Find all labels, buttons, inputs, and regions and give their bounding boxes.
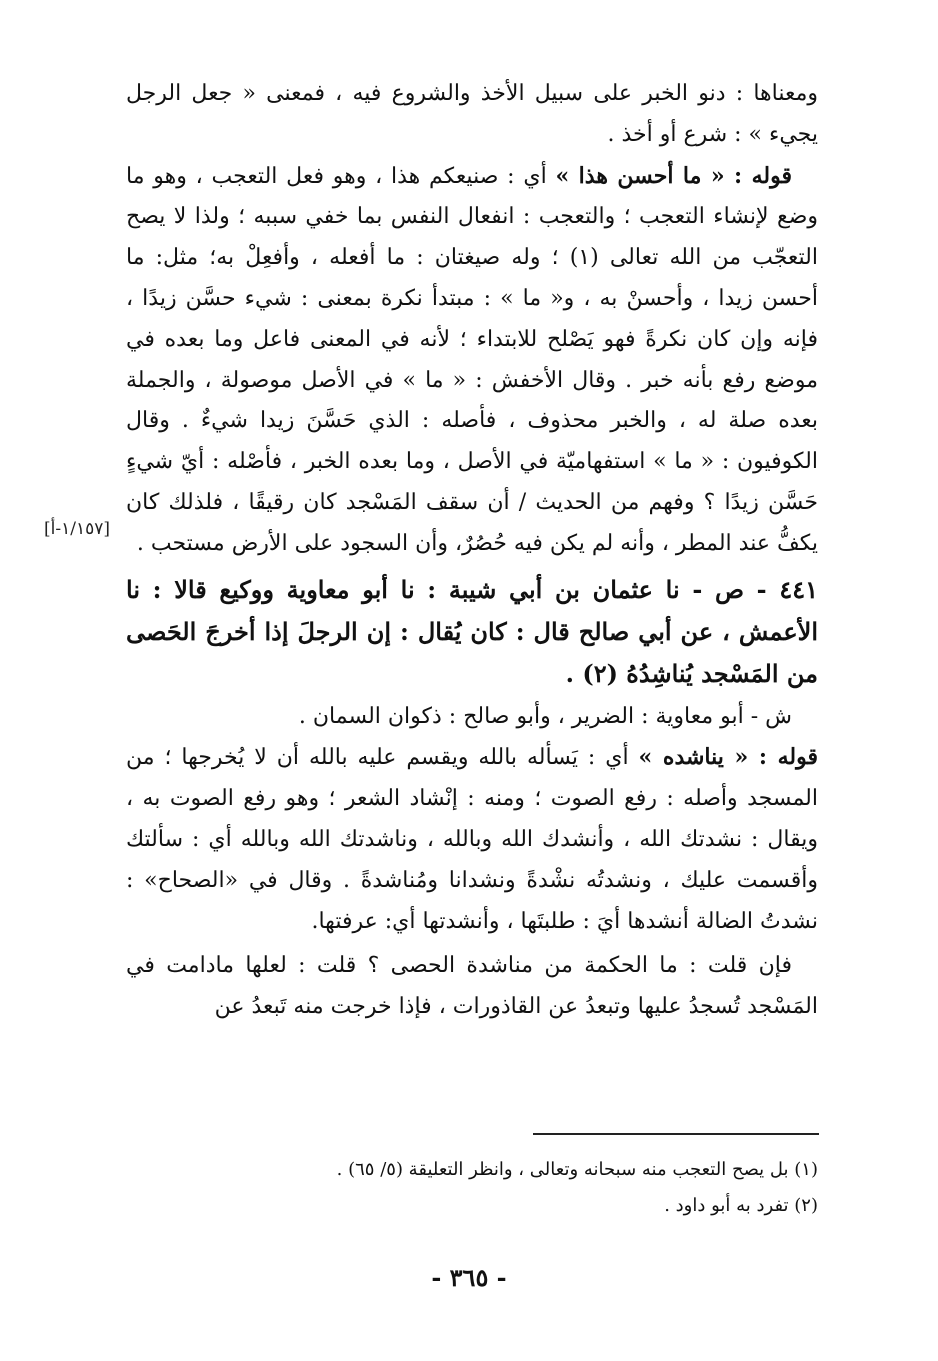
paragraph-5: فإن قلت : ما الحكمة من مناشدة الحصى ؟ قلت : لعلها مادامت في المَسْجد تُسجدُ عليها وتبعدُ عن القاذورات ، فإذا خرجت منه تَبعدُ عن bbox=[126, 953, 818, 1020]
paragraph-2-lead: قوله : « ما أحسن هذا » bbox=[555, 162, 792, 189]
hadith-441: ٤٤١ - ص - نا عثمان بن أبي شيبة : نا أبو معاوية ووكيع قالا : نا الأعمش ، عن أبي صالح قال : كان يُقال : إن الرجلَ إذا أخرجَ الحَصى من المَسْجد يُناشِدُهُ (٢) . bbox=[126, 574, 818, 688]
paragraph-2 bbox=[126, 156, 818, 565]
main-text bbox=[126, 74, 818, 1028]
footnote-1: (١) بل يصح التعجب منه سبحانه وتعالى ، وانظر التعليقة (٥/ ٦٥) . bbox=[336, 1159, 818, 1180]
margin-manuscript-ref: [١/١٥٧-أ] bbox=[44, 519, 111, 539]
paragraph-2-text: أي : صنيعكم هذا ، وهو فعل التعجب ، وهو ما وضع لإنشاء التعجب ؛ والتعجب : انفعال النفس بما خفي سببه ؛ ولذا لا يصح التعجّب من الله تعالى (١) ؛ وله صيغتان : ما أفعله ، وأفعِلْ به؛ مثل: ما أحسن زيدا ، وأحسنْ به ، و« ما » : مبتدأ نكرة بمعنى : شيء حسَّن زيدًا ، فإنه وإن كان نكرةً فهو يَصْلح للابتداء ؛ لأنه في المعنى فاعل وما بعده في موضع رفع بأنه خبر . وقال الأخفش : « ما » في الأصل موصولة ، والجملة بعده صلة له ، والخبر محذوف ، فأصله : الذي حَسَّنَ زيدا شيءٌ . وقال الكوفيون : « ما » استفهاميّة في الأصل ، وما بعده الخبر ، فأصْله : أيّ شيءٍ حَسَّن زيدًا ؟ وفهم من الحديث / أن سقف المَسْجد كان رقيقًا ، فلذلك كان يكفُّ عند المطر ، وأنه لم يكن فيه حُصُرٌ، وأن السجود على الأرض مستحب . bbox=[126, 163, 819, 556]
footnote-divider bbox=[533, 1133, 819, 1135]
paragraph-4-lead: قوله : « يناشده » bbox=[638, 744, 818, 771]
footnotes bbox=[126, 1152, 818, 1224]
paragraph-1: ومعناها : دنو الخبر على سبيل الأخذ والشروع فيه ، فمعنى « جعل الرجل يجيء » : شرع أو أخذ . bbox=[126, 81, 818, 147]
paragraph-sharh: ش - أبو معاوية : الضرير ، وأبو صالح : ذكوان السمان . bbox=[298, 703, 792, 729]
page-number: - ٣٦٥ - bbox=[431, 1263, 507, 1292]
paragraph-4 bbox=[126, 737, 818, 942]
footnote-2: (٢) تفرد به أبو داود . bbox=[664, 1195, 818, 1216]
paragraph-4-text: أي : يَسأله بالله ويقسم عليه بالله أن لا يُخرجها ؛ من المسجد وأصله : رفع الصوت ؛ ومنه : إنْشاد الشعر ؛ وهو رفع الصوت به ، ويقال : نشدتك الله ، وأنشدك الله وبالله ، وناشدتك الله وبالله أي : سألتك وأقسمت عليك ، ونشدتُه نشْدةً ونشدانا ومُناشدةً . وقال في «الصحاح» : نشدتُ الضالة أنشدها أيَ : طلبتَها ، وأنشدتها أي: عرفتها. bbox=[126, 745, 818, 934]
